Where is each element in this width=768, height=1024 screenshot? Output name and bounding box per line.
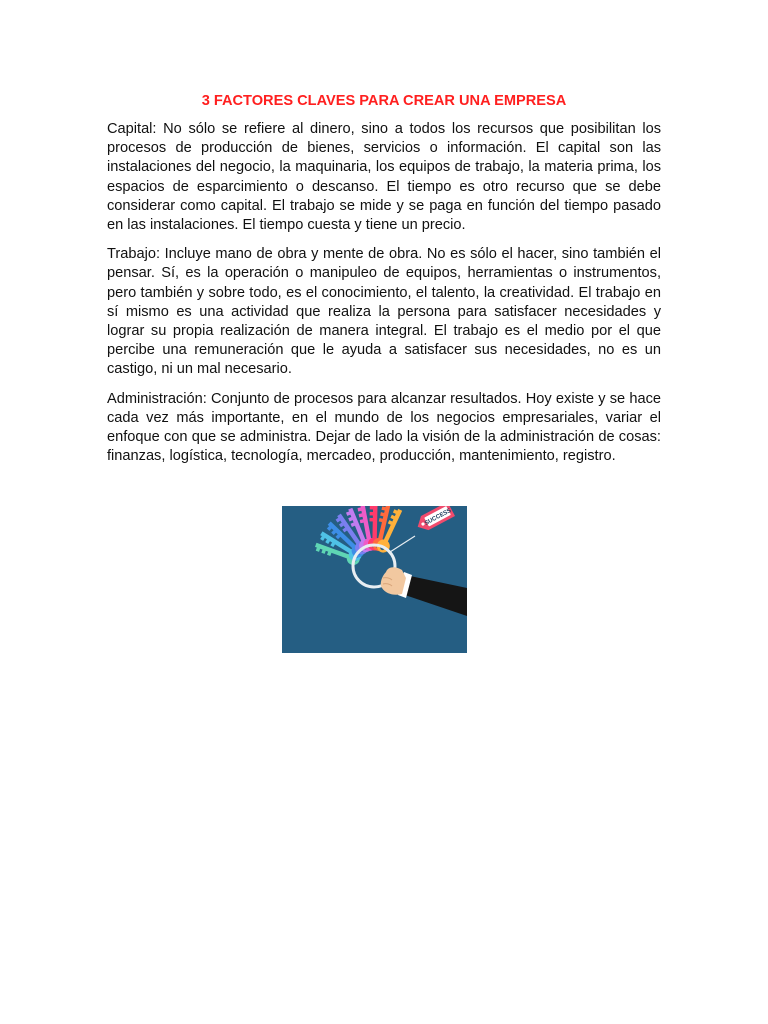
paragraph-capital: Capital: No sólo se refiere al dinero, sino a todos los recursos que posibilitan los procesos de producción de bienes, servicios o información. El capital son las instalaciones del negocio, la maquinaria, los equipos de trabajo, la materia prima, los espacios de esparcimiento o descanso. El tiempo es otro recurso que se debe considerar como capital. El trabajo se mide y se paga en función del tiempo pasado en las instalaciones. El tiempo cuesta y tiene un precio. (107, 121, 661, 234)
paragraph-administracion: Administración: Conjunto de procesos para alcanzar resultados. Hoy existe y se hace cada vez más importante, en el mundo de los negocios empresariales, variar el enfoque con que se administra. Dejar de lado la visión de la administración de cosas: finanzas, logística, tecnología, mercadeo, producción, mantenimiento, registro. (107, 390, 661, 465)
document-page (107, 92, 661, 476)
success-tag-text: SUCCESS (423, 507, 453, 527)
sleeve-icon (402, 576, 467, 616)
key-icon (375, 507, 406, 555)
tag-string (390, 536, 415, 552)
hand-icon (381, 567, 406, 595)
document-title: 3 FACTORES CLAVES PARA CREAR UNA EMPRESA (201, 93, 567, 109)
keys-illustration (282, 506, 467, 653)
paragraph-trabajo: Trabajo: Incluye mano de obra y mente de obra. No es sólo el hacer, sino también el pensar. Sí, es la operación o manipuleo de equipos, herramientas o instrumentos, pero también y sobre todo, es el conocimiento, el talento, la creatividad. El trabajo en sí mismo es una actividad que realiza la persona para satisfacer necesidades y lograr su propia realización de manera integral. El trabajo es el medio por el que percibe una remuneración que le ayuda a satisfacer sus necesidades, no es un castigo, ni un mal necesario. (107, 246, 661, 378)
keys-ring-icon (282, 506, 467, 653)
success-tag-icon (414, 506, 455, 534)
